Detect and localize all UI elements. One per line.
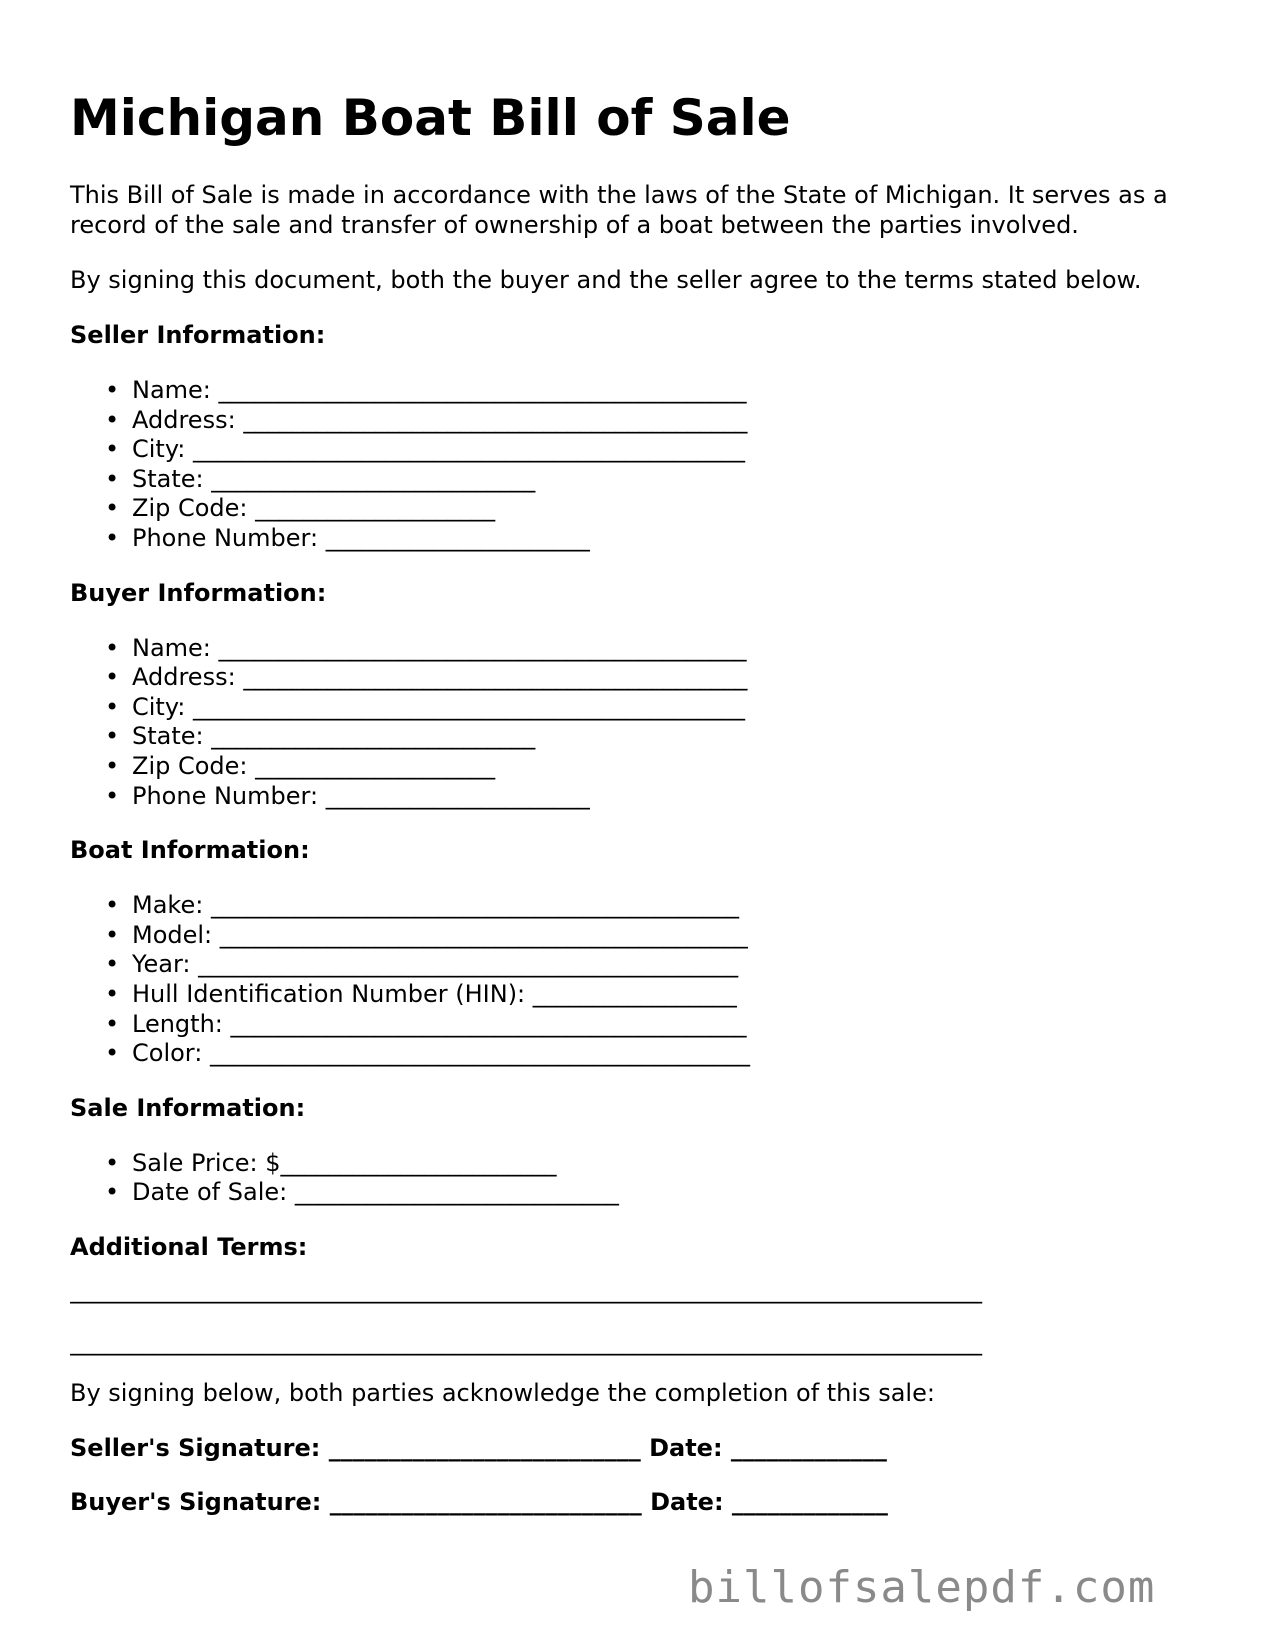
fill-blank[interactable]: ______________________________________________	[193, 692, 746, 721]
field-label: Phone Number:	[132, 781, 319, 810]
field-label: Zip Code:	[132, 494, 248, 523]
buyer-signature-blank[interactable]: __________________________	[329, 1487, 642, 1516]
date-label: Date:	[649, 1433, 723, 1462]
buyer-zip-field[interactable]	[70, 752, 1210, 782]
buyer-name-field[interactable]	[70, 634, 1210, 664]
fill-blank[interactable]: ____________________________________________	[218, 633, 747, 662]
field-label: Color:	[132, 1039, 203, 1068]
fill-blank[interactable]: ____________________	[255, 751, 496, 780]
seller-signature-row	[70, 1433, 1210, 1463]
additional-terms-heading: Additional Terms:	[70, 1232, 308, 1261]
seller-section-heading: Seller Information:	[70, 321, 326, 349]
acknowledgment-paragraph: By signing below, both parties acknowledge the completion of this sale:	[70, 1378, 935, 1407]
sale-price-field[interactable]	[70, 1149, 1210, 1179]
seller-address-field[interactable]	[70, 406, 1210, 436]
seller-fields-list	[70, 376, 1210, 554]
seller-city-field[interactable]	[70, 435, 1210, 465]
field-label: Make:	[132, 891, 204, 920]
fill-blank[interactable]: ___________________________	[211, 722, 536, 751]
field-label: Hull Identification Number (HIN):	[132, 979, 526, 1008]
seller-signature-blank[interactable]: __________________________	[328, 1433, 641, 1462]
buyer-fields-list	[70, 634, 1210, 812]
additional-terms-line[interactable]: ____________________________________________________________________________	[70, 1327, 982, 1356]
fill-blank[interactable]: ___________________________________________	[230, 1009, 747, 1038]
fill-blank[interactable]: _________________	[532, 979, 737, 1008]
field-label: Year:	[132, 950, 191, 979]
fill-blank[interactable]: ______________________	[325, 523, 590, 552]
additional-terms-lines	[70, 1276, 1210, 1356]
boat-length-field[interactable]	[70, 1010, 1210, 1040]
boat-color-field[interactable]	[70, 1039, 1210, 1069]
field-label: Name:	[132, 376, 211, 404]
sale-date-field[interactable]	[70, 1178, 1210, 1208]
fill-blank[interactable]: ____________________	[255, 494, 496, 523]
fill-blank[interactable]: __________________________________________	[243, 663, 748, 692]
boat-section-heading: Boat Information:	[70, 836, 310, 865]
seller-signature-label: Seller's Signature:	[70, 1433, 321, 1462]
field-label: Model:	[132, 920, 213, 949]
fill-blank[interactable]: _______________________	[280, 1148, 557, 1177]
seller-state-field[interactable]	[70, 465, 1210, 495]
buyer-date-blank[interactable]: _____________	[731, 1487, 888, 1516]
buyer-city-field[interactable]	[70, 693, 1210, 723]
buyer-address-field[interactable]	[70, 663, 1210, 693]
fill-blank[interactable]: ___________________________	[211, 464, 536, 493]
sale-section-heading: Sale Information:	[70, 1093, 306, 1122]
fill-blank[interactable]: _____________________________________________	[209, 1039, 750, 1068]
field-label: Name:	[132, 633, 211, 662]
fill-blank[interactable]: ___________________________	[294, 1178, 619, 1207]
intro-paragraph: This Bill of Sale is made in accordance with the laws of the State of Michigan. It serves as a record of the sale and transfer of ownership of a boat between the parties involved.	[70, 181, 1168, 239]
fill-blank[interactable]: ______________________________________________	[193, 435, 746, 464]
seller-name-field[interactable]	[70, 376, 1210, 406]
boat-make-field[interactable]	[70, 891, 1210, 921]
buyer-section-heading: Buyer Information:	[70, 578, 327, 607]
fill-blank[interactable]: ____________________________________________	[218, 376, 747, 404]
field-label: Address:	[132, 663, 236, 692]
field-label: Sale Price: $	[132, 1148, 281, 1177]
buyer-state-field[interactable]	[70, 722, 1210, 752]
date-label: Date:	[650, 1487, 724, 1516]
fill-blank[interactable]: ______________________	[325, 781, 590, 810]
fill-blank[interactable]: __________________________________________	[243, 405, 748, 434]
field-label: Address:	[132, 405, 236, 434]
fill-blank[interactable]: ____________________________________________	[219, 920, 748, 949]
field-label: Phone Number:	[132, 523, 319, 552]
field-label: Zip Code:	[132, 751, 248, 780]
page-title: Michigan Boat Bill of Sale	[70, 89, 791, 147]
agreement-paragraph: By signing this document, both the buyer and the seller agree to the terms stated below.	[70, 266, 1142, 294]
additional-terms-line[interactable]: ____________________________________________________________________________	[70, 1275, 982, 1304]
seller-zip-field[interactable]	[70, 494, 1210, 524]
bill-of-sale-document	[70, 86, 1210, 1541]
seller-phone-field[interactable]	[70, 524, 1210, 554]
field-label: Date of Sale:	[132, 1178, 288, 1207]
fill-blank[interactable]: ____________________________________________	[210, 891, 739, 920]
boat-fields-list	[70, 891, 1210, 1069]
fill-blank[interactable]: _____________________________________________	[198, 950, 739, 979]
field-label: State:	[132, 722, 204, 751]
seller-date-blank[interactable]: _____________	[730, 1433, 887, 1462]
watermark: billofsalepdf.com	[688, 1562, 1156, 1613]
field-label: State:	[132, 464, 204, 493]
boat-model-field[interactable]	[70, 921, 1210, 951]
field-label: City:	[132, 435, 186, 464]
buyer-signature-label: Buyer's Signature:	[70, 1487, 322, 1516]
boat-year-field[interactable]	[70, 950, 1210, 980]
boat-hin-field[interactable]	[70, 980, 1210, 1010]
sale-fields-list	[70, 1149, 1210, 1208]
field-label: City:	[132, 692, 186, 721]
buyer-signature-row	[70, 1487, 1210, 1517]
field-label: Length:	[132, 1009, 223, 1038]
buyer-phone-field[interactable]	[70, 782, 1210, 812]
